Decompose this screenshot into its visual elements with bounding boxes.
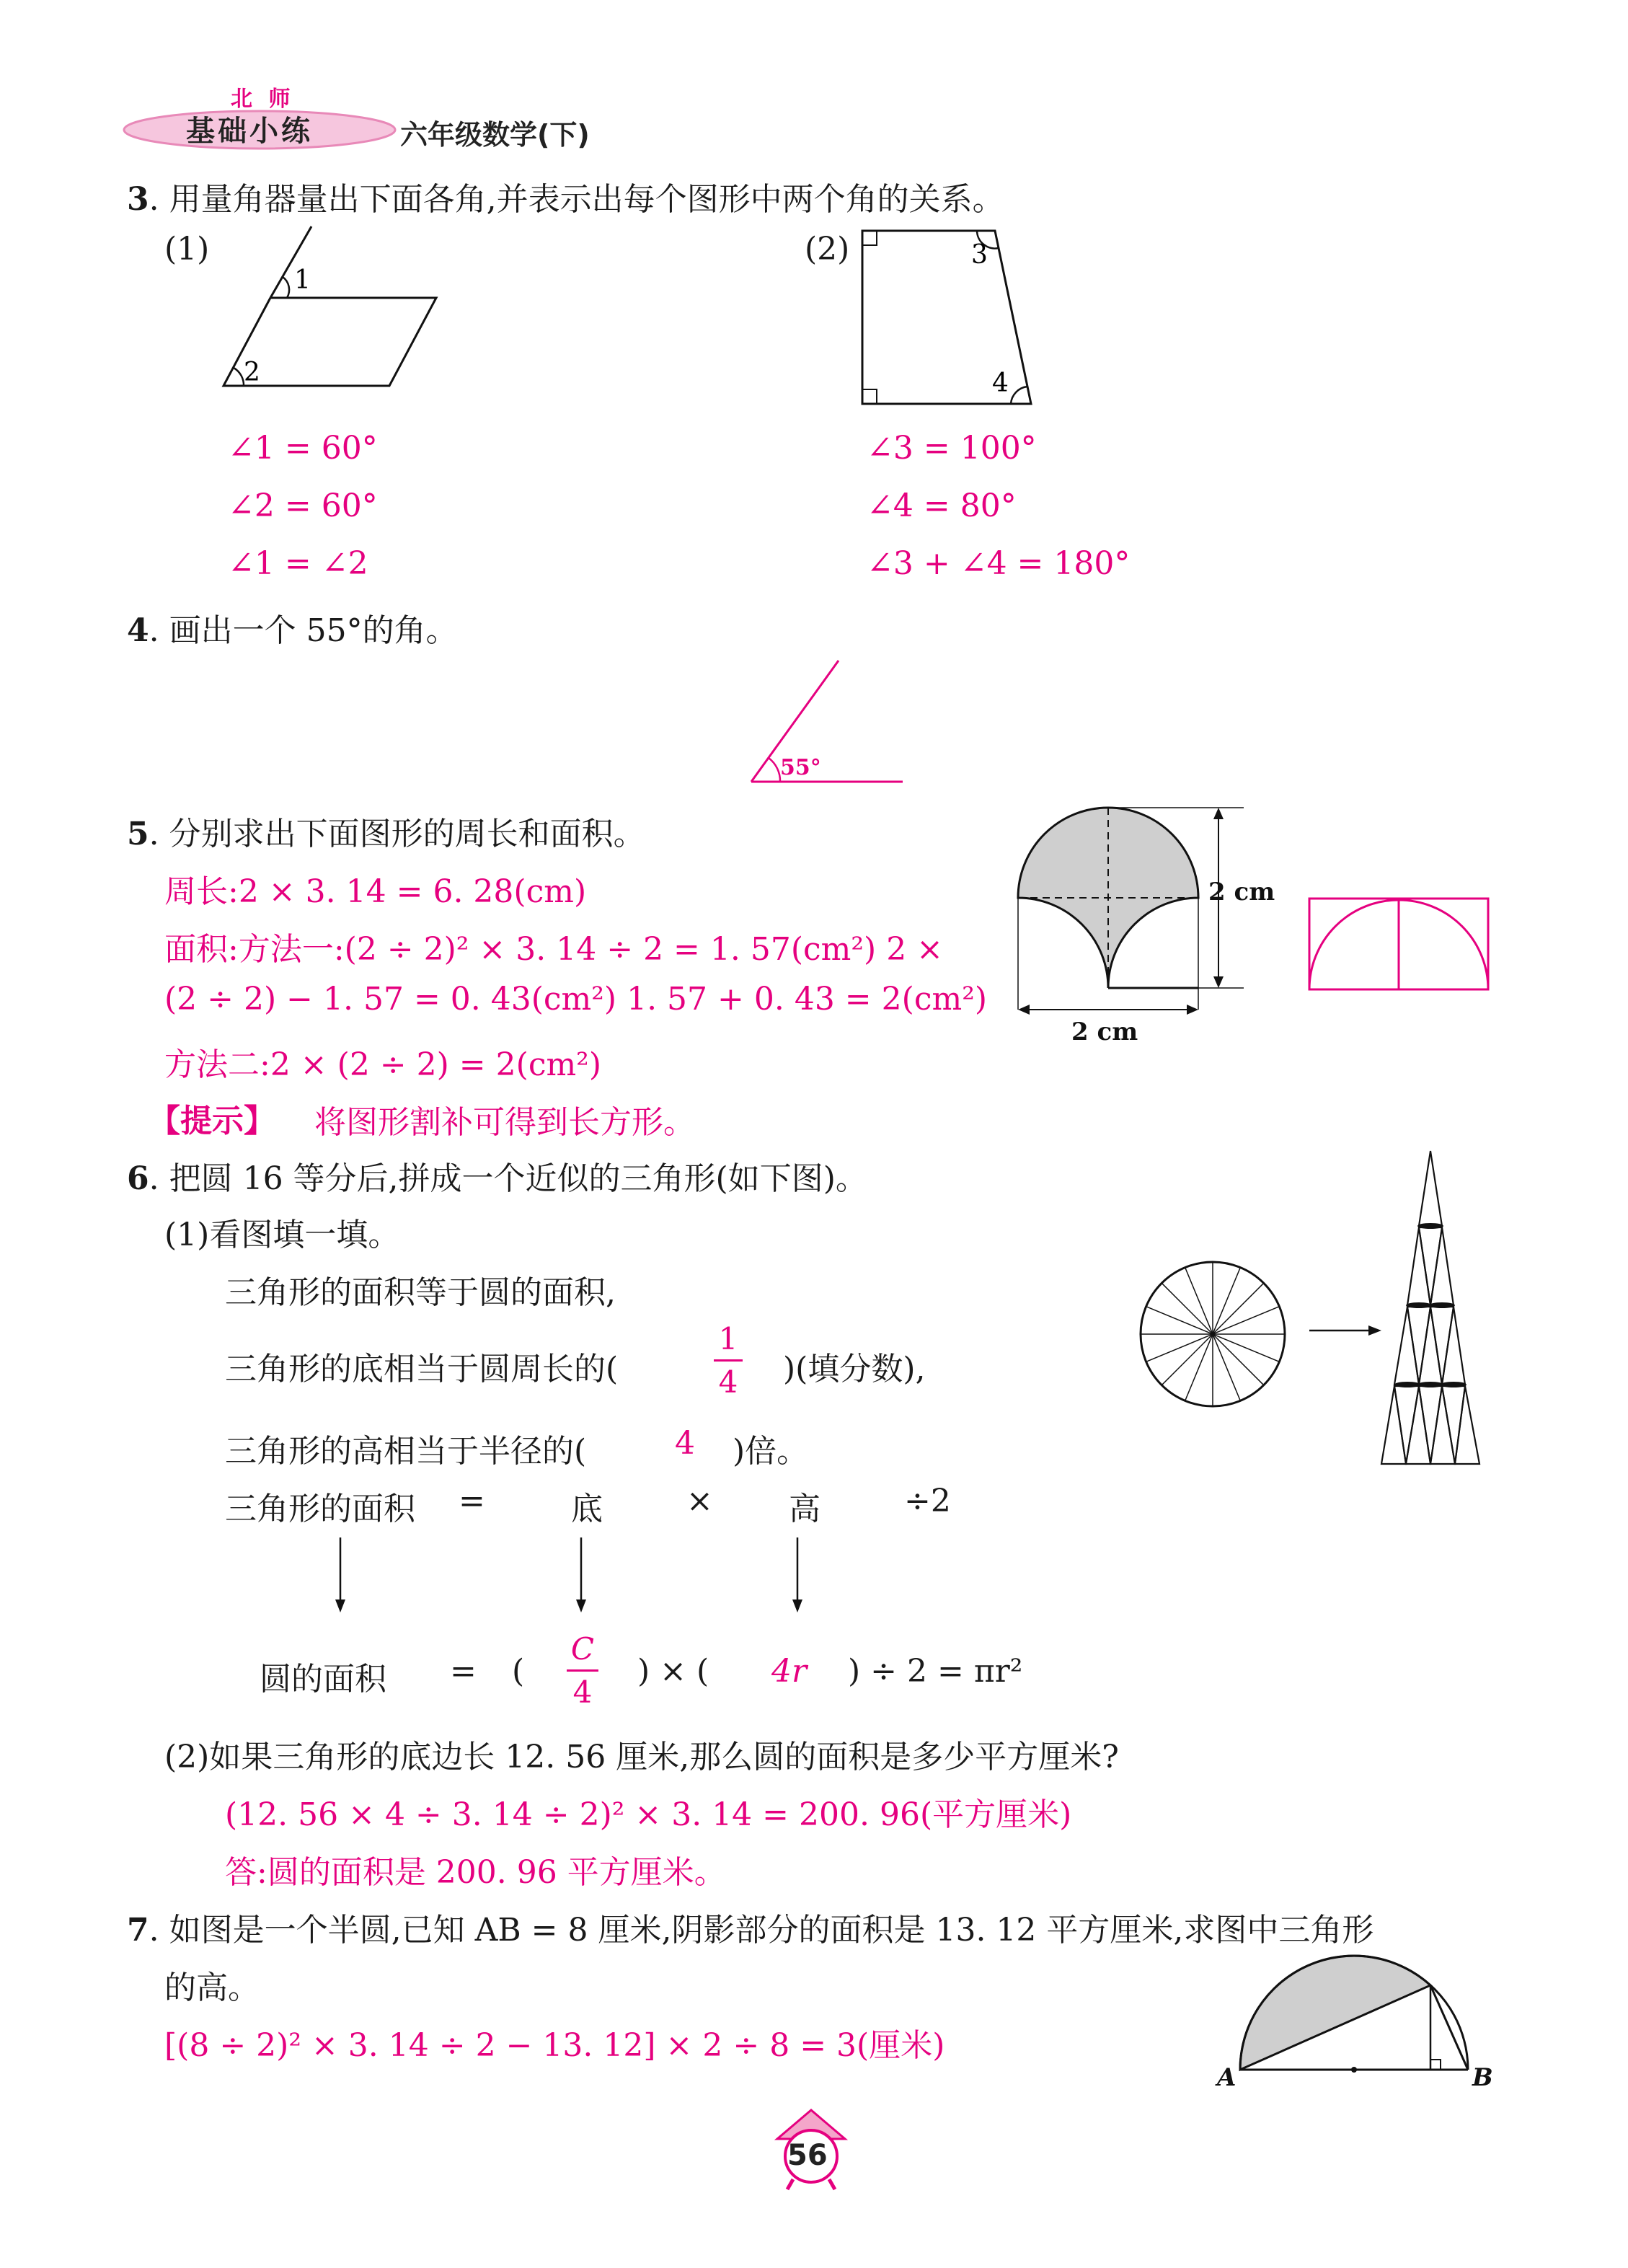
q6-line3-pre: 三角形的高相当于半径的(: [225, 1433, 587, 1470]
q5-title: [127, 808, 645, 854]
q3-fig1-label: (1): [164, 231, 210, 268]
angle4-label: 4: [992, 369, 1009, 398]
q6-part1-label: (1)看图填一填。: [164, 1217, 400, 1253]
fraction-numerator: 1: [718, 1321, 738, 1356]
q6-fraction-c-4: [567, 1631, 598, 1710]
header-brand-main: 基础小练: [186, 115, 313, 148]
center-point: [1351, 2067, 1357, 2073]
q6-divided-circle: [1133, 1255, 1292, 1413]
q3-answer-left-2: ∠2 = 60°: [228, 487, 378, 524]
q4-number: 4: [127, 612, 149, 649]
fraction-numerator: C: [570, 1631, 595, 1667]
fraction-denominator: 4: [572, 1674, 593, 1710]
right-angle-bottom: [862, 389, 877, 404]
angle2-arc: [234, 368, 244, 386]
formula-open-paren: (: [512, 1653, 525, 1690]
page-number: 56: [787, 2139, 828, 2172]
q5-line-1: 周长:2 × 3. 14 = 6. 28(cm): [164, 873, 587, 910]
q7-calc: [(8 ÷ 2)² × 3. 14 ÷ 2 − 13. 12] × 2 ÷ 8 = 3(厘米): [164, 2027, 945, 2064]
q3-text: . 用量角器量出下面各角,并表示出每个图形中两个角的关系。: [149, 181, 1004, 218]
q5-text: . 分别求出下面图形的周长和面积。: [149, 816, 645, 852]
fraction-denominator: 4: [718, 1364, 738, 1400]
formula-close-times: ) × (: [637, 1653, 709, 1690]
q6-part2-text: (2)如果三角形的底边长 12. 56 厘米,那么圆的面积是多少平方厘米?: [164, 1739, 1119, 1775]
q6-line3-post: )倍。: [733, 1433, 809, 1470]
dim-height-label: 2 cm: [1208, 878, 1275, 906]
q4-title: [127, 604, 458, 650]
q3-answer-left-1: ∠1 = 60°: [228, 430, 378, 467]
q5-solution-sketch: [1305, 894, 1492, 995]
q6-part2-answer: 答:圆的面积是 200. 96 平方厘米。: [225, 1854, 726, 1891]
q3-trapezoid-figure: [858, 224, 1045, 411]
height-right-angle: [1430, 2060, 1441, 2070]
formula-circle-area: 圆的面积: [260, 1661, 386, 1698]
right-angle-top: [862, 231, 877, 245]
point-b-label: B: [1472, 2063, 1493, 2092]
q6-line3-answer: 4: [675, 1425, 695, 1462]
q7-text: . 如图是一个半圆,已知 AB = 8 厘米,阴影部分的面积是 13. 12 平方厘米,求图中三角形: [149, 1912, 1374, 1949]
formula-triangle-area: 三角形的面积: [225, 1491, 415, 1527]
q7-title: [127, 1904, 1373, 1950]
formula-times: ×: [686, 1483, 713, 1519]
q5-hint-text: 将图形割补可得到长方形。: [314, 1104, 695, 1141]
chord-to-b: [1430, 1985, 1468, 2070]
header-brand-top: 北 师: [231, 87, 295, 112]
q3-title: [127, 173, 1004, 219]
formula-4r-answer: 4r: [771, 1653, 808, 1690]
formula-arrows: [332, 1536, 836, 1615]
q7-number: 7: [127, 1912, 149, 1949]
q3-answer-left-3: ∠1 = ∠2: [228, 545, 368, 582]
angle3-label: 3: [971, 240, 988, 270]
q5-line-2: 面积:方法一:(2 ÷ 2)² × 3. 14 ÷ 2 = 1. 57(cm²) 2 ×: [164, 931, 944, 968]
formula-base: 底: [571, 1491, 603, 1527]
q6-part2-calc: (12. 56 × 4 ÷ 3. 14 ÷ 2)² × 3. 14 = 200. 96(平方厘米): [225, 1796, 1072, 1833]
q3-answer-right-1: ∠3 = 100°: [867, 430, 1037, 467]
formula-equals: =: [459, 1483, 485, 1519]
q6-line2-post: )(填分数),: [783, 1351, 926, 1387]
q5-shape-figure: [1009, 800, 1283, 1060]
shaded-segment: [1240, 1956, 1430, 2070]
formula-tail: ) ÷ 2 = πr²: [848, 1653, 1023, 1690]
q7-semicircle-figure: [1211, 1947, 1500, 2091]
angle1-arc: [283, 277, 289, 298]
formula-divide: ÷2: [904, 1483, 951, 1519]
q3-number: 3: [127, 181, 149, 218]
point-a-label: A: [1217, 2063, 1237, 2092]
q4-text: . 画出一个 55°的角。: [149, 612, 458, 649]
q3-answer-right-2: ∠4 = 80°: [867, 487, 1017, 524]
q6-text: . 把圆 16 等分后,拼成一个近似的三角形(如下图)。: [149, 1160, 867, 1197]
q5-line-4: 方法二:2 × (2 ÷ 2) = 2(cm²): [164, 1046, 601, 1083]
q3-fig2-label: (2): [805, 231, 850, 268]
q6-fraction-1-4: [714, 1321, 743, 1400]
q4-angle-drawing: [743, 656, 916, 786]
q3-parallelogram-figure: [216, 224, 447, 397]
q6-title: [127, 1152, 867, 1199]
q3-answer-right-3: ∠3 + ∠4 = 180°: [867, 545, 1131, 582]
q7-text-line2: 的高。: [164, 1969, 260, 2006]
q6-line2-pre: 三角形的底相当于圆周长的(: [225, 1351, 619, 1387]
formula-bottom-equals: =: [450, 1653, 477, 1690]
angle1-label: 1: [294, 265, 311, 295]
angle-arc: [769, 758, 780, 782]
q4-angle-label: 55°: [780, 755, 821, 780]
angle4-arc: [1011, 387, 1027, 404]
q6-number: 6: [127, 1160, 149, 1197]
q6-line1: 三角形的面积等于圆的面积,: [225, 1274, 616, 1311]
angle2-label: 2: [244, 358, 260, 387]
q5-number: 5: [127, 816, 149, 852]
header-subtitle: 六年级数学(下): [400, 119, 590, 151]
formula-height: 高: [789, 1491, 820, 1527]
q5-hint-tag: 【提示】: [149, 1103, 275, 1139]
dim-width-label: 2 cm: [1071, 1018, 1138, 1046]
q5-line-3: (2 ÷ 2) − 1. 57 = 0. 43(cm²) 1. 57 + 0. 43 = 2(cm²): [164, 981, 987, 1018]
q6-approx-triangle: [1370, 1147, 1500, 1478]
